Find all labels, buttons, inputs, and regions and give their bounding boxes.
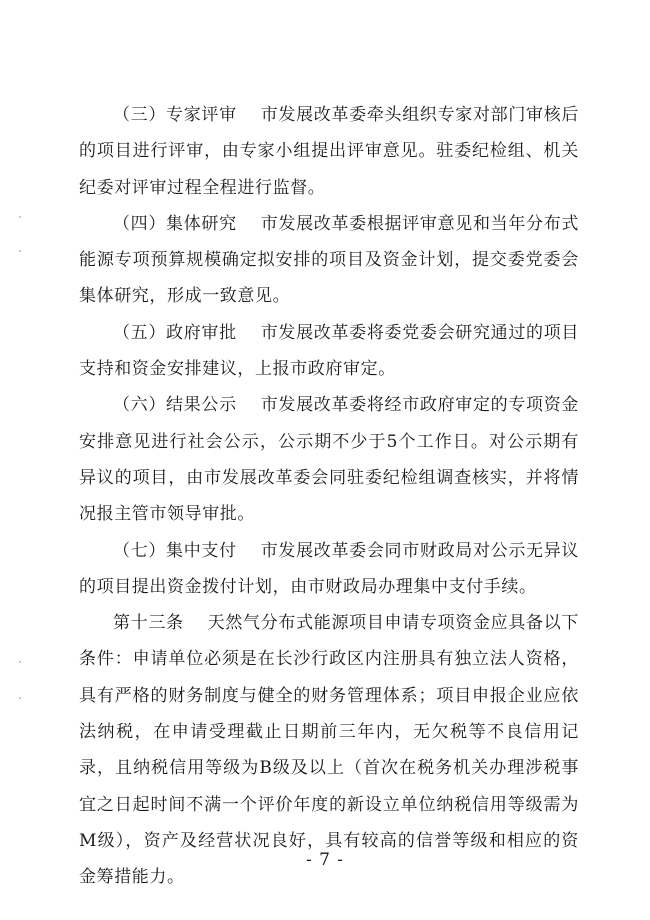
- paragraph-heading: （四）集体研究: [113, 213, 237, 234]
- paragraph-text: 市发展改革委根据评审意见和当年分布式能源专项预算规模确定拟安排的项目及资金计划，提交委党委会集体研究，形成一致意见。: [79, 213, 579, 307]
- paragraph-heading: （三）专家评审: [113, 105, 237, 125]
- paragraph-text: 市发展改革委牵头组织专家对部门审核后的项目进行评审，由专家小组提出评审意见。驻委纪检组、机关纪委对评审过程全程进行监督。: [79, 105, 579, 198]
- document-body: [79, 97, 579, 896]
- paragraph-centralized-payment: [79, 533, 579, 606]
- paragraph-collective-study: [79, 206, 579, 315]
- paragraph-heading: （六）结果公示: [113, 395, 237, 416]
- scan-speck: [19, 216, 21, 218]
- page-number: - 7 -: [305, 850, 345, 870]
- paragraph-text: 天然气分布式能源项目申请专项资金应具备以下条件：申请单位必须是在长沙行政区内注册具有独立法人资格，具有严格的财务制度与健全的财务管理体系；项目申报企业应依法纳税，在申请受理截止日期前三年内，无欠税等不良信用记录，且纳税信用等级为B级及以上（首次在税务机关办理涉税事宜之日起时间不满一个评价年度的新设立单位纳税信用等级需为M级），资产及经营状况良好，具有较高的信誉等级和相应的资金筹措能力。: [79, 613, 579, 888]
- paragraph-public-notice: [79, 387, 579, 532]
- paragraph-text: 市发展改革委会同市财政局对公示无异议的项目提出资金拨付计划，由市财政局办理集中支付手续。: [79, 540, 579, 597]
- paragraph-government-approval: [79, 315, 579, 388]
- paragraph-expert-review: [79, 97, 579, 206]
- paragraph-text: 市发展改革委将委党委会研究通过的项目支持和资金安排建议，上报市政府审定。: [79, 322, 579, 380]
- article-heading: 第十三条: [113, 613, 184, 634]
- paragraph-heading: （五）政府审批: [113, 322, 237, 343]
- scan-speck: [19, 250, 21, 252]
- paragraph-text: 市发展改革委将经市政府审定的专项资金安排意见进行社会公示，公示期不少于5个工作日。对公示期有异议的项目，由市发展改革委会同驻委纪检组调查核实，并将情况报主管市领导审批。: [79, 395, 579, 525]
- paragraph-heading: （七）集中支付: [113, 540, 237, 561]
- scan-speck: [19, 697, 21, 699]
- scan-speck: [19, 661, 21, 663]
